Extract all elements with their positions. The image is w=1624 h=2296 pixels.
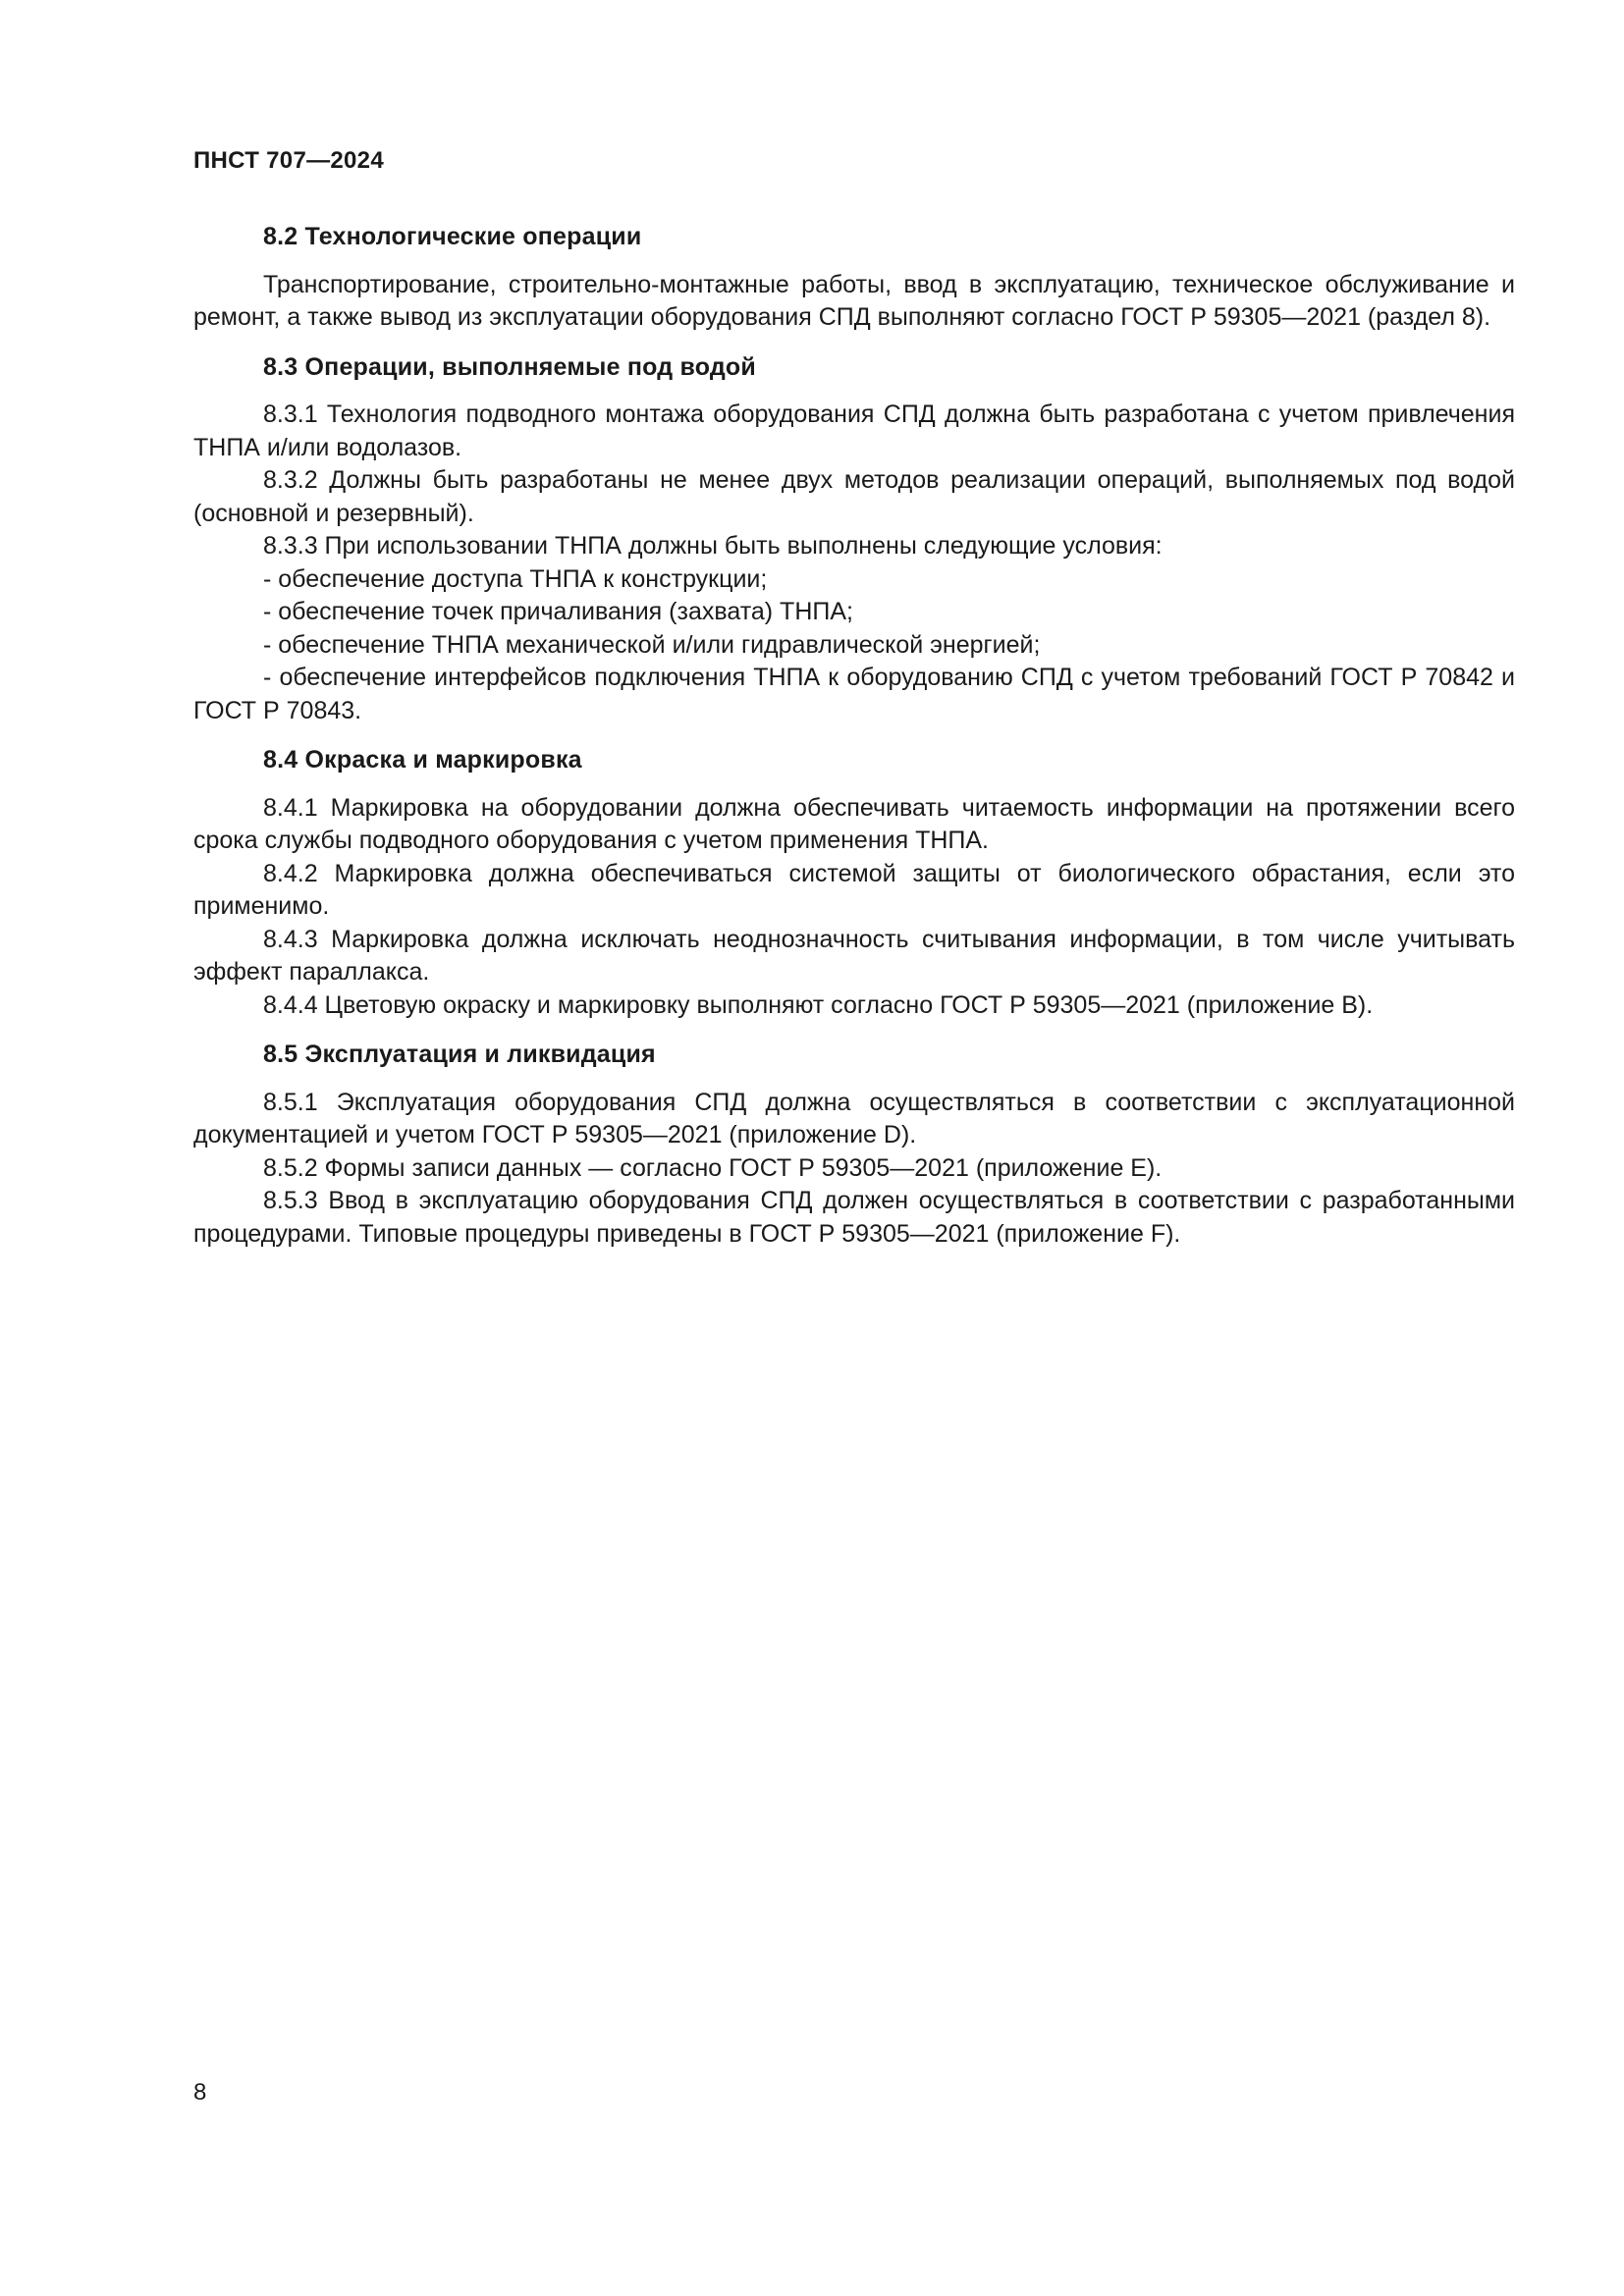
section-8-4: [193, 744, 1515, 1022]
paragraph: 8.4.4 Цветовую окраску и маркировку выполняют согласно ГОСТ Р 59305—2021 (приложение В).: [263, 990, 1374, 1019]
section-heading: 8.5 Эксплуатация и ликвидация: [263, 1041, 656, 1068]
section-heading: 8.2 Технологические операции: [263, 223, 642, 250]
list-item: - обеспечение доступа ТНПА к конструкции;: [263, 564, 768, 593]
paragraph: 8.3.3 При использовании ТНПА должны быть выполнены следующие условия:: [263, 532, 1163, 560]
list-item: - обеспечение точек причаливания (захвата) ТНПА;: [263, 598, 853, 625]
paragraph: Транспортирование, строительно-монтажные работы, ввод в эксплуатацию, техническое обслуживание и ремонт, а также вывод из эксплуатации оборудования СПД выполняют согласно ГОСТ Р 59305—2021 (раздел 8).: [193, 270, 1515, 331]
section-heading: 8.3 Операции, выполняемые под водой: [263, 352, 756, 381]
paragraph: 8.4.3 Маркировка должна исключать неоднозначность считывания информации, в том числе учитывать эффект параллакса.: [193, 925, 1515, 986]
paragraph: 8.5.2 Формы записи данных — согласно ГОСТ Р 59305—2021 (приложение Е).: [263, 1153, 1163, 1182]
paragraph: 8.5.1 Эксплуатация оборудования СПД должна осуществляться в соответствии с эксплуатационной документацией и учетом ГОСТ Р 59305—2021 (приложение D).: [193, 1088, 1515, 1148]
document-code-header: ПНСТ 707—2024: [193, 147, 384, 174]
paragraph: 8.4.1 Маркировка на оборудовании должна обеспечивать читаемость информации на протяжении всего срока службы подводного оборудования с учетом применения ТНПА.: [193, 793, 1515, 854]
paragraph: 8.4.2 Маркировка должна обеспечиваться системой защиты от биологического обрастания, если это применимо.: [193, 859, 1515, 920]
paragraph: 8.3.1 Технология подводного монтажа оборудования СПД должна быть разработана с учетом привлечения ТНПА и/или водолазов.: [193, 400, 1515, 461]
section-8-5: [193, 1039, 1515, 1251]
page-number: 8: [193, 2079, 207, 2106]
list-item: - обеспечение ТНПА механической и/или гидравлической энергией;: [263, 630, 1041, 659]
section-heading: 8.4 Окраска и маркировка: [263, 746, 582, 774]
section-8-3: [193, 351, 1515, 728]
paragraph: 8.3.2 Должны быть разработаны не менее двух методов реализации операций, выполняемых под водой (основной и резервный).: [193, 466, 1515, 527]
document-body: [193, 221, 1515, 1267]
list-item: - обеспечение интерфейсов подключения ТНПА к оборудованию СПД с учетом требований ГОСТ Р 70842 и ГОСТ Р 70843.: [193, 664, 1515, 724]
section-8-2: [193, 221, 1515, 335]
paragraph: 8.5.3 Ввод в эксплуатацию оборудования СПД должен осуществляться в соответствии с разработанными процедурами. Типовые процедуры приведены в ГОСТ Р 59305—2021 (приложение F).: [193, 1187, 1515, 1248]
